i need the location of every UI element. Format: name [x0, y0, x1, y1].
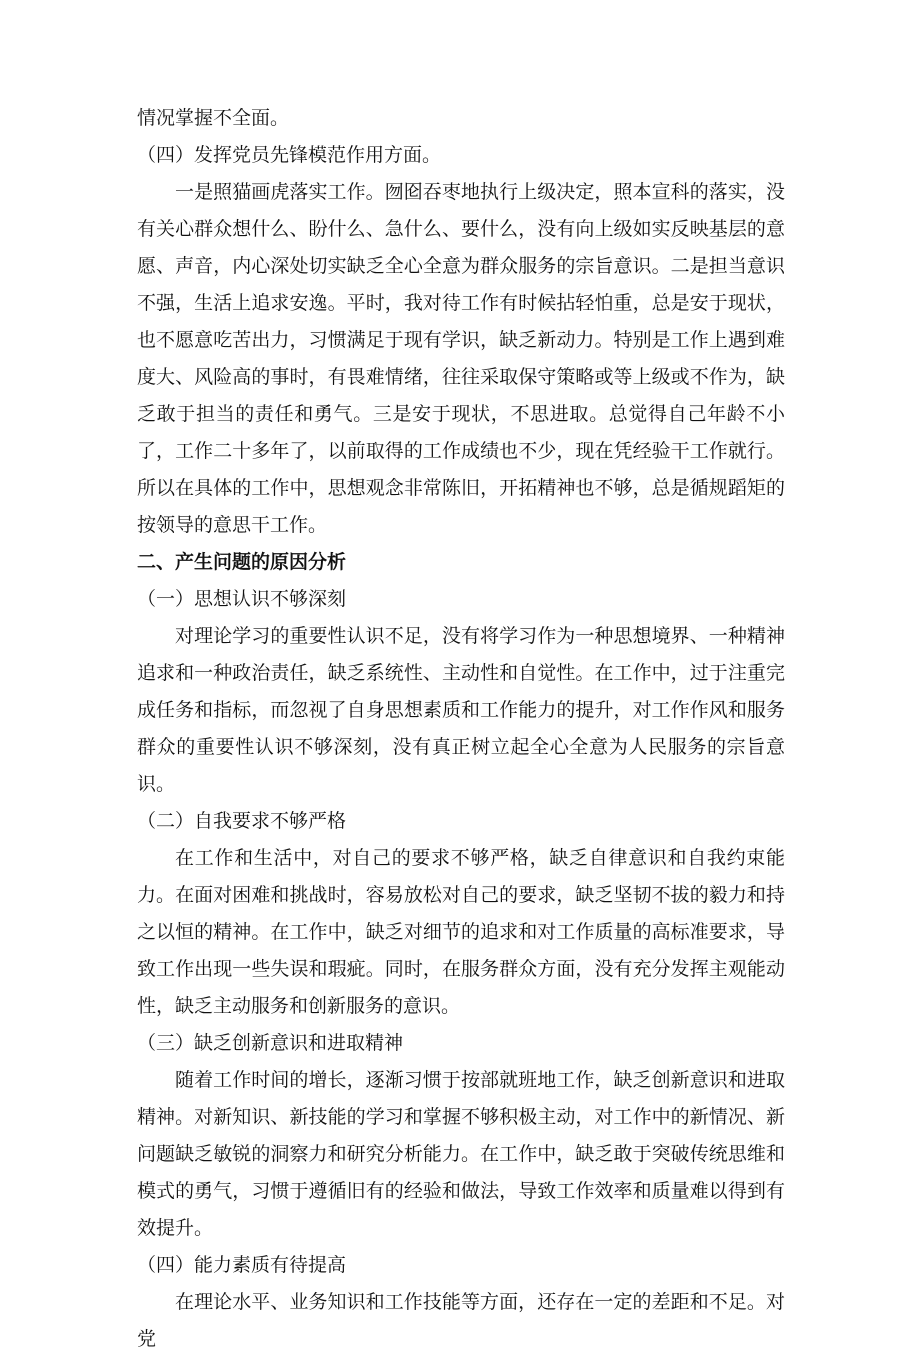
document-page	[137, 100, 785, 1358]
subheading-party-role: （四）发挥党员先锋模范作用方面。	[137, 144, 442, 166]
paragraph-body: 随着工作时间的增长，逐渐习惯于按部就班地工作，缺乏创新意识和进取精神。对新知识、新技能的学习和掌握不够积极主动，对工作中的新情况、新问题缺乏敏锐的洞察力和研究分析能力。在工作中，缺乏敢于突破传统思维和模式的勇气，习惯于遵循旧有的经验和做法，导致工作效率和质量难以得到有效提升。	[137, 1069, 785, 1239]
paragraph-body: 在理论水平、业务知识和工作技能等方面，还存在一定的差距和不足。对党	[137, 1291, 785, 1350]
paragraph-continued: 情况掌握不全面。	[137, 107, 290, 129]
subheading-thinking: （一）思想认识不够深刻	[137, 588, 347, 610]
subheading-innovation: （三）缺乏创新意识和进取精神	[137, 1032, 404, 1054]
subheading-self-discipline: （二）自我要求不够严格	[137, 810, 347, 832]
subheading-ability: （四）能力素质有待提高	[137, 1254, 347, 1276]
section-heading-causes: 二、产生问题的原因分析	[137, 551, 347, 573]
paragraph-body: 对理论学习的重要性认识不足，没有将学习作为一种思想境界、一种精神追求和一种政治责任，缺乏系统性、主动性和自觉性。在工作中，过于注重完成任务和指标，而忽视了自身思想素质和工作能力的提升，对工作作风和服务群众的重要性认识不够深刻，没有真正树立起全心全意为人民服务的宗旨意识。	[137, 625, 785, 795]
paragraph-body: 一是照猫画虎落实工作。囫囵吞枣地执行上级决定，照本宣科的落实，没有关心群众想什么、盼什么、急什么、要什么，没有向上级如实反映基层的意愿、声音，内心深处切实缺乏全心全意为群众服务的宗旨意识。二是担当意识不强，生活上追求安逸。平时，我对待工作有时候拈轻怕重，总是安于现状，也不愿意吃苦出力，习惯满足于现有学识，缺乏新动力。特别是工作上遇到难度大、风险高的事时，有畏难情绪，往往采取保守策略或等上级或不作为，缺乏敢于担当的责任和勇气。三是安于现状，不思进取。总觉得自己年龄不小了，工作二十多年了，以前取得的工作成绩也不少，现在凭经验干工作就行。所以在具体的工作中，思想观念非常陈旧，开拓精神也不够，总是循规蹈矩的按领导的意思干工作。	[137, 181, 785, 536]
paragraph-body: 在工作和生活中，对自己的要求不够严格，缺乏自律意识和自我约束能力。在面对困难和挑战时，容易放松对自己的要求，缺乏坚韧不拔的毅力和持之以恒的精神。在工作中，缺乏对细节的追求和对工作质量的高标准要求，导致工作出现一些失误和瑕疵。同时，在服务群众方面，没有充分发挥主观能动性，缺乏主动服务和创新服务的意识。	[137, 847, 785, 1017]
